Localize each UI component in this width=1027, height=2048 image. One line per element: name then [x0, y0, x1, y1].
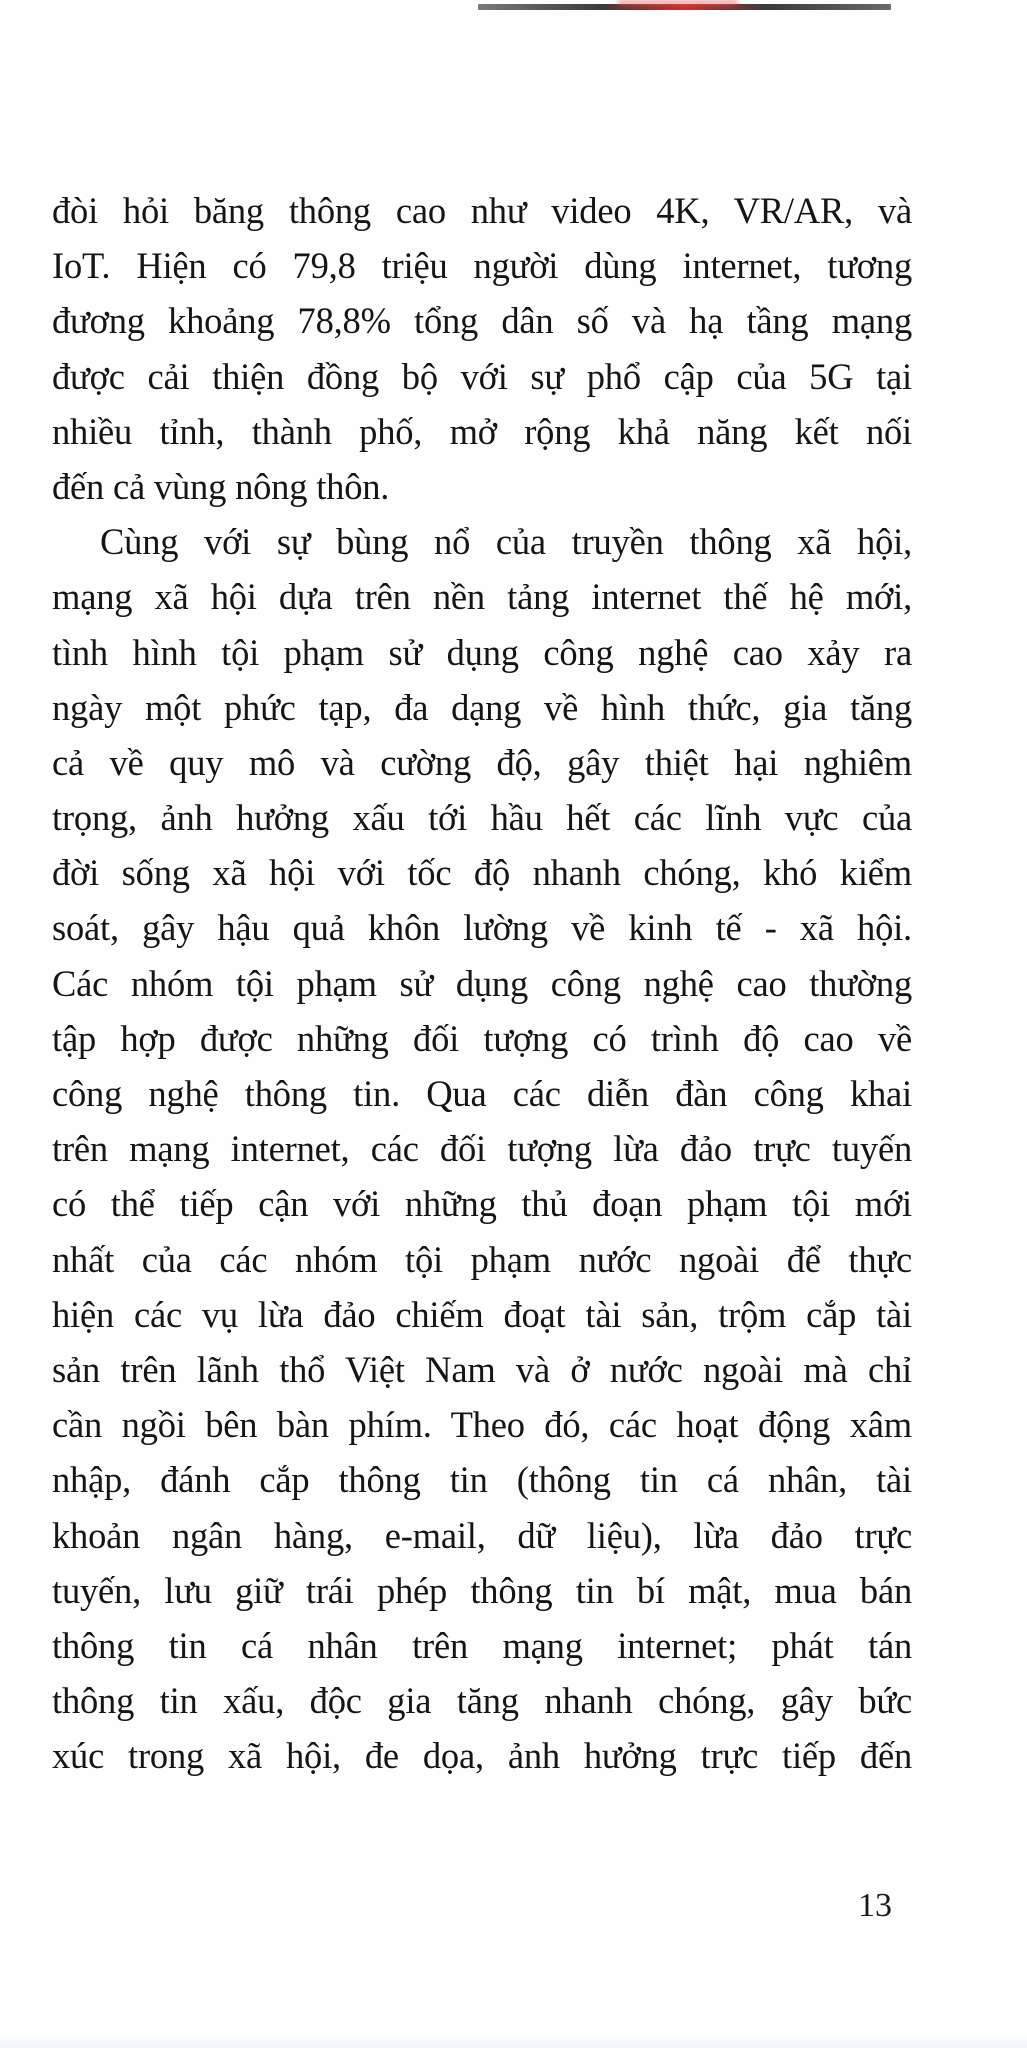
text-line: Cùng với sự bùng nổ của truyền thông xã hội, — [100, 521, 912, 563]
text-line: nhất của các nhóm tội phạm nước ngoài để thực — [52, 1238, 912, 1280]
text-line: soát, gây hậu quả khôn lường về kinh tế - xã hội. — [52, 907, 912, 949]
page-number: 13 — [858, 1887, 892, 1924]
text-line: đương khoảng 78,8% tổng dân số và hạ tầng mạng — [52, 300, 912, 342]
header-decorative-rule — [478, 4, 891, 10]
text-line: được cải thiện đồng bộ với sự phổ cập của 5G tại — [52, 355, 912, 397]
text-line: đến cả vùng nông thôn. — [52, 465, 390, 507]
text-line: nhiều tỉnh, thành phố, mở rộng khả năng kết nối — [52, 410, 912, 452]
text-line: Các nhóm tội phạm sử dụng công nghệ cao thường — [52, 962, 912, 1004]
text-line: có thể tiếp cận với những thủ đoạn phạm tội mới — [52, 1183, 912, 1225]
text-line: mạng xã hội dựa trên nền tảng internet thế hệ mới, — [52, 576, 912, 618]
text-line: tình hình tội phạm sử dụng công nghệ cao xảy ra — [52, 631, 912, 673]
text-line: khoản ngân hàng, e-mail, dữ liệu), lừa đảo trực — [52, 1514, 912, 1556]
paragraph-1 — [52, 183, 912, 514]
text-line: ngày một phức tạp, đa dạng về hình thức, gia tăng — [52, 686, 912, 728]
text-line: công nghệ thông tin. Qua các diễn đàn công khai — [52, 1073, 912, 1114]
text-line: thông tin xấu, độc gia tăng nhanh chóng, gây bức — [52, 1680, 912, 1722]
text-line: nhập, đánh cắp thông tin (thông tin cá nhân, tài — [52, 1459, 912, 1501]
text-line: tập hợp được những đối tượng có trình độ cao về — [52, 1017, 912, 1059]
text-line: hiện các vụ lừa đảo chiếm đoạt tài sản, trộm cắp tài — [52, 1293, 912, 1335]
text-line: sản trên lãnh thổ Việt Nam và ở nước ngoài mà chỉ — [52, 1348, 912, 1390]
text-line: trọng, ảnh hưởng xấu tới hầu hết các lĩnh vực của — [52, 797, 912, 839]
text-line: tuyến, lưu giữ trái phép thông tin bí mật, mua bán — [52, 1569, 912, 1611]
text-line: đòi hỏi băng thông cao như video 4K, VR/AR, và — [52, 190, 912, 231]
text-line: cả về quy mô và cường độ, gây thiệt hại nghiêm — [52, 741, 912, 783]
paragraph-2 — [52, 514, 912, 1783]
scan-bottom-edge — [0, 2034, 1027, 2048]
text-line: xúc trong xã hội, đe dọa, ảnh hưởng trực tiếp đến — [52, 1735, 912, 1777]
text-line: IoT. Hiện có 79,8 triệu người dùng internet, tương — [52, 245, 912, 287]
text-line: thông tin cá nhân trên mạng internet; phát tán — [52, 1624, 912, 1666]
text-line: đời sống xã hội với tốc độ nhanh chóng, khó kiểm — [52, 852, 912, 894]
text-line: trên mạng internet, các đối tượng lừa đảo trực tuyến — [52, 1128, 912, 1170]
page-body — [52, 183, 912, 1783]
text-line: cần ngồi bên bàn phím. Theo đó, các hoạt động xâm — [52, 1404, 912, 1446]
